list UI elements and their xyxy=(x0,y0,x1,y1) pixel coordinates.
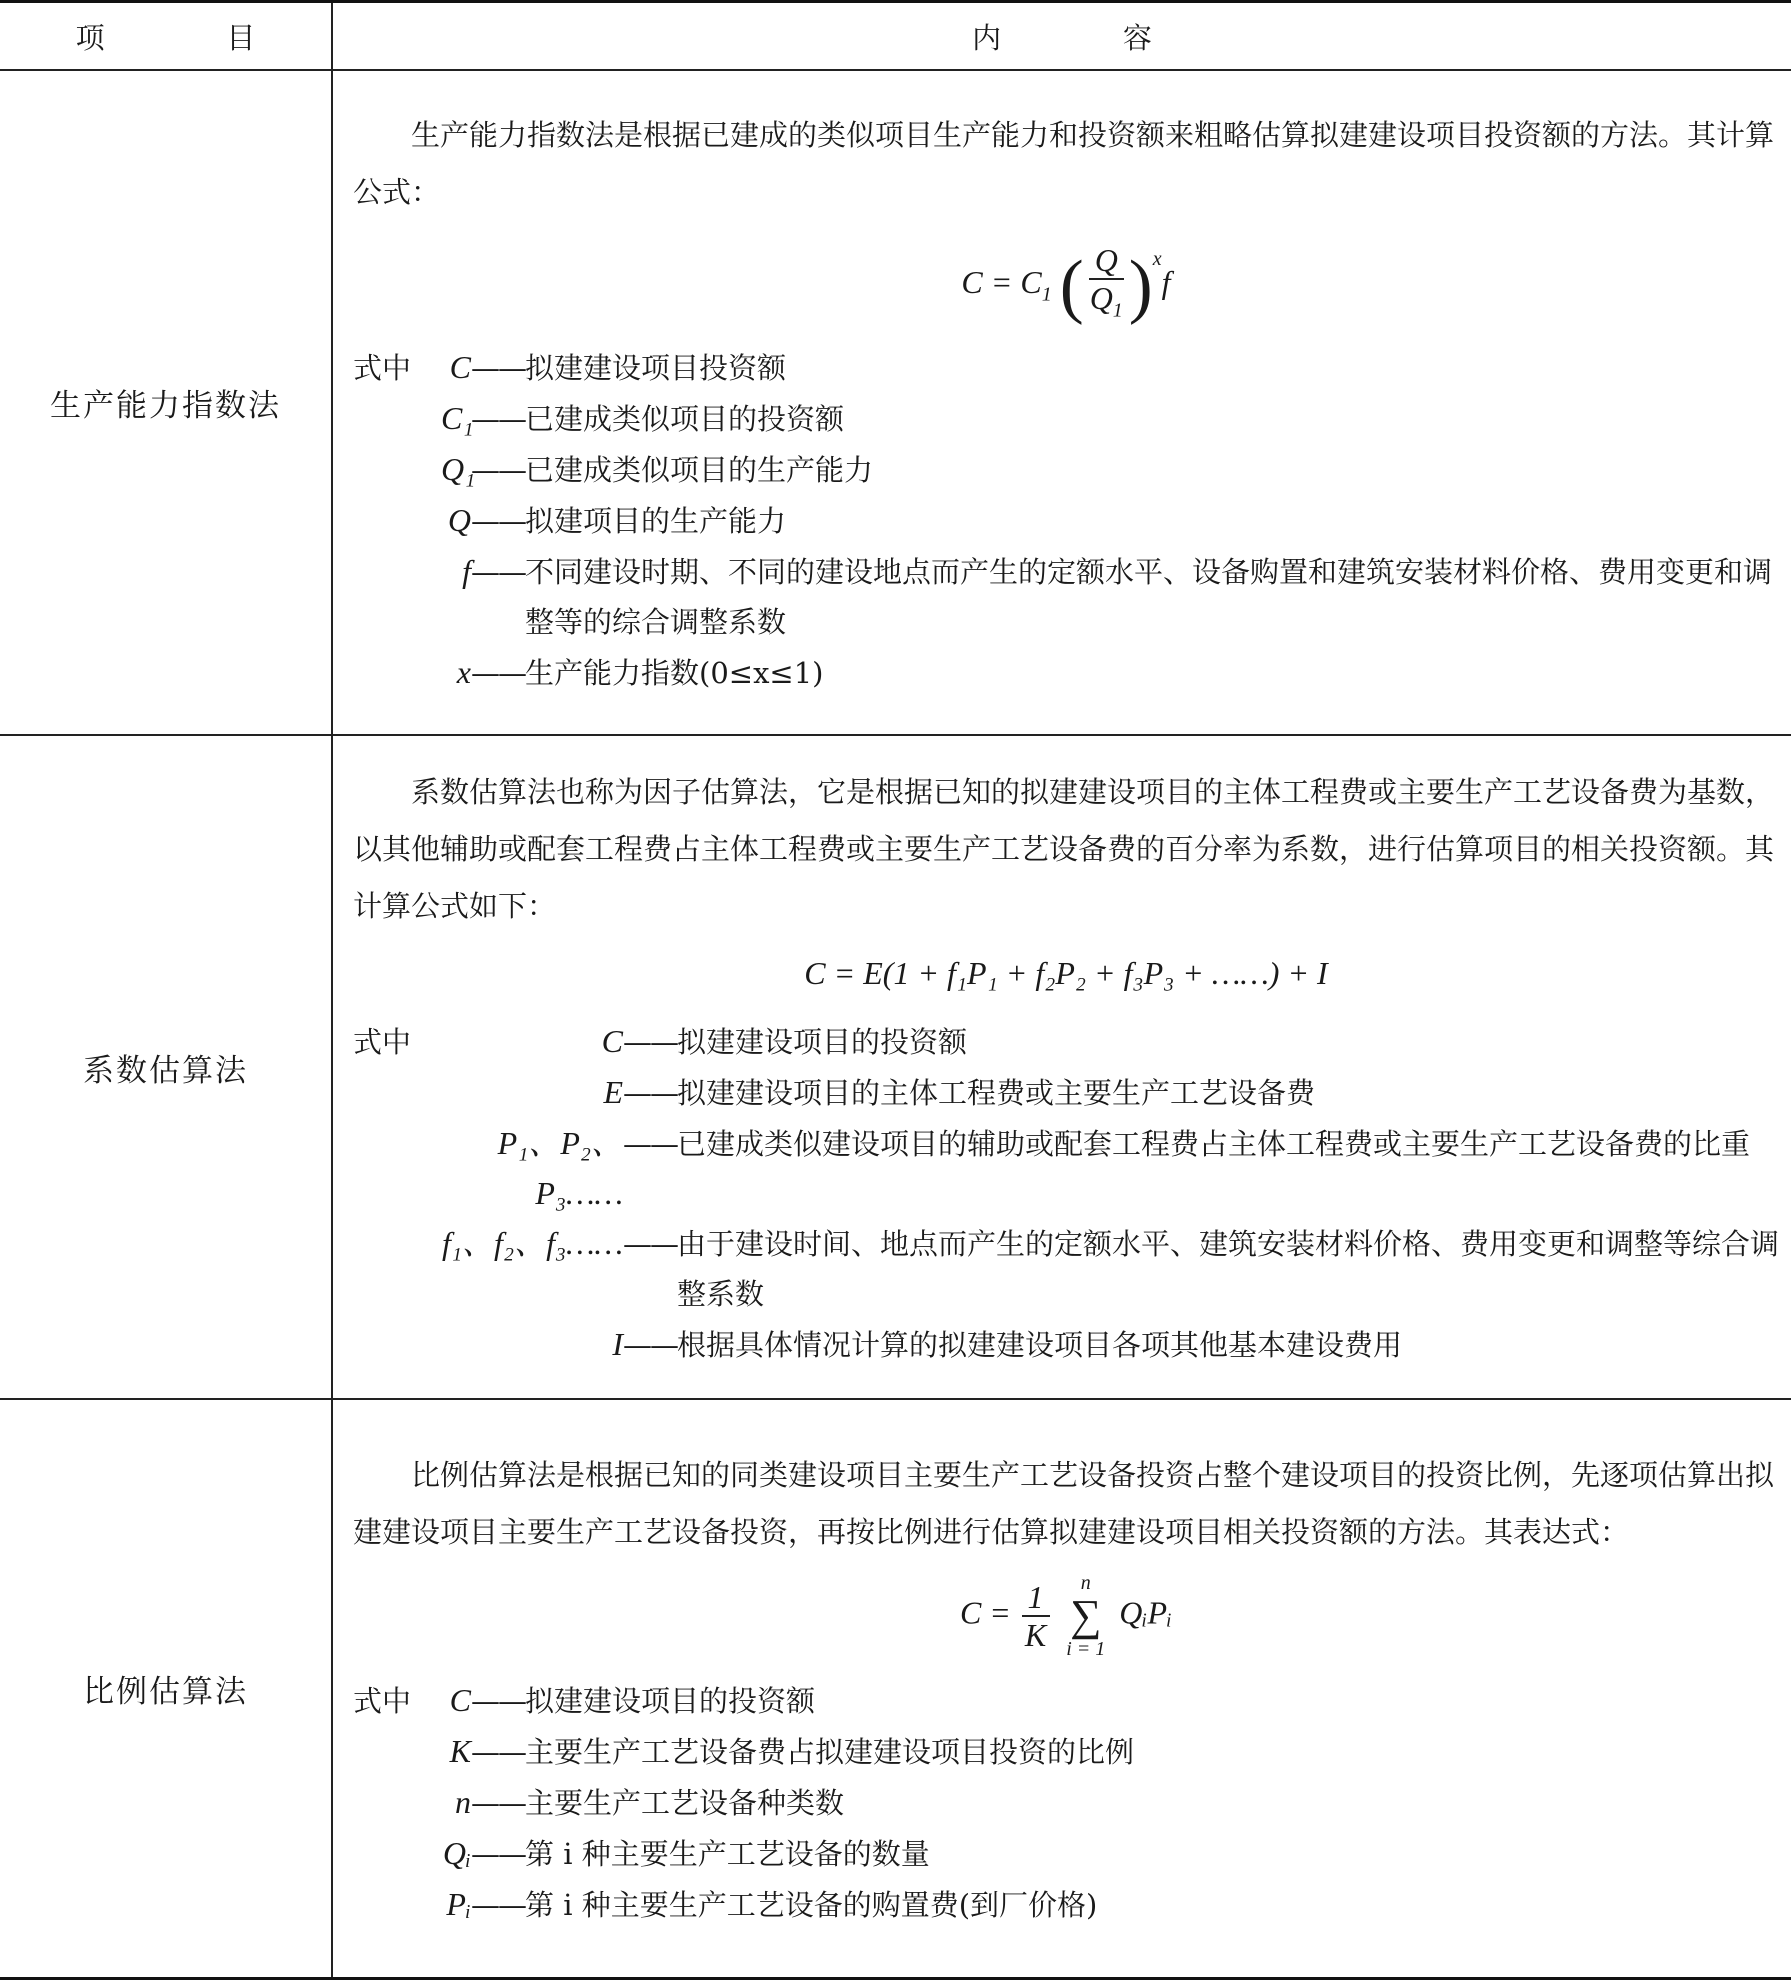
method-content xyxy=(332,70,1791,735)
variable-item: Pᵢ —— 第 i 种主要生产工艺设备的购置费(到厂价格) xyxy=(446,1885,1098,1922)
table-row xyxy=(0,1399,1791,1978)
variable-item: P₁、P₂、P₃…… —— 已建成类似建设项目的辅助或配套工程费占主体工程费或主要生产工艺设备费的比重 xyxy=(497,1125,1751,1211)
variable-item: E —— 拟建建设项目的主体工程费或主要生产工艺设备费 xyxy=(603,1074,1316,1110)
variable-item: Q —— 拟建项目的生产能力 xyxy=(447,502,787,539)
variable-item: Q₁ —— 已建成类似项目的生产能力 xyxy=(441,451,874,488)
variable-item: x —— 生产能力指数(0≤x≤1) xyxy=(456,654,824,691)
formula: $C = C_1$ ( $\frac{Q}{Q_1}$ )$^x$f xyxy=(961,242,1171,326)
variable-item: C₁ —— 已建成类似项目的投资额 xyxy=(441,400,845,437)
variable-item: Qᵢ —— 第 i 种主要生产工艺设备的数量 xyxy=(442,1834,930,1871)
table-row xyxy=(0,735,1791,1399)
variable-item: 式中 C —— 拟建建设项目的投资额 xyxy=(353,1023,968,1059)
formula: C = $\frac{1}{K}$ n ∑ i = 1 QᵢPᵢ xyxy=(959,1571,1173,1660)
variable-list xyxy=(353,1675,1779,1930)
method-name: 比例估算法 xyxy=(0,1399,332,1978)
header-item: 项 目 xyxy=(0,2,332,71)
variable-list xyxy=(353,342,1779,698)
variable-list xyxy=(353,1016,1779,1370)
header-content: 内 容 xyxy=(332,2,1791,71)
formula: C = E(1 + f₁P₁ + f₂P₂ + f₃P₃ + ……) + I xyxy=(804,955,1328,991)
variable-item: 式中 C —— 拟建建设项目投资额 xyxy=(353,349,787,386)
table-header-row xyxy=(0,2,1791,71)
variable-item: f₁、f₂、f₃…… —— 由于建设时间、地点而产生的定额水平、建筑安装材料价格、费用变更和调整等综合调整系数 xyxy=(442,1225,1780,1311)
variable-item: 式中 C —— 拟建建设项目的投资额 xyxy=(353,1681,816,1718)
method-intro: 系数估算法也称为因子估算法，它是根据已知的拟建建设项目的主体工程费或主要生产工艺设备费为基数，以其他辅助或配套工程费占主体工程费或主要生产工艺设备费的百分率为系数，进行估算项目的相关投资额。其计算公式如下： xyxy=(353,775,1775,923)
variable-item: I —— 根据具体情况计算的拟建建设项目各项其他基本建设费用 xyxy=(612,1326,1403,1362)
method-intro: 比例估算法是根据已知的同类建设项目主要生产工艺设备投资占整个建设项目的投资比例，先逐项估算出拟建建设项目主要生产工艺设备投资，再按比例进行估算拟建建设项目相关投资额的方法。其表达式： xyxy=(353,1457,1775,1549)
method-name: 系数估算法 xyxy=(0,735,332,1399)
method-content xyxy=(332,735,1791,1399)
method-name: 生产能力指数法 xyxy=(0,70,332,735)
method-intro: 生产能力指数法是根据已建成的类似项目生产能力和投资额来粗略估算拟建建设项目投资额的方法。其计算公式： xyxy=(353,117,1775,209)
table-row xyxy=(0,70,1791,735)
variable-item: f —— 不同建设时期、不同的建设地点而产生的定额水平、设备购置和建筑安装材料价格、费用变更和调整等的综合调整系数 xyxy=(462,553,1773,640)
variable-item: n —— 主要生产工艺设备种类数 xyxy=(455,1783,845,1820)
method-content xyxy=(332,1399,1791,1978)
variable-item: K —— 主要生产工艺设备费占拟建建设项目投资的比例 xyxy=(449,1732,1135,1769)
